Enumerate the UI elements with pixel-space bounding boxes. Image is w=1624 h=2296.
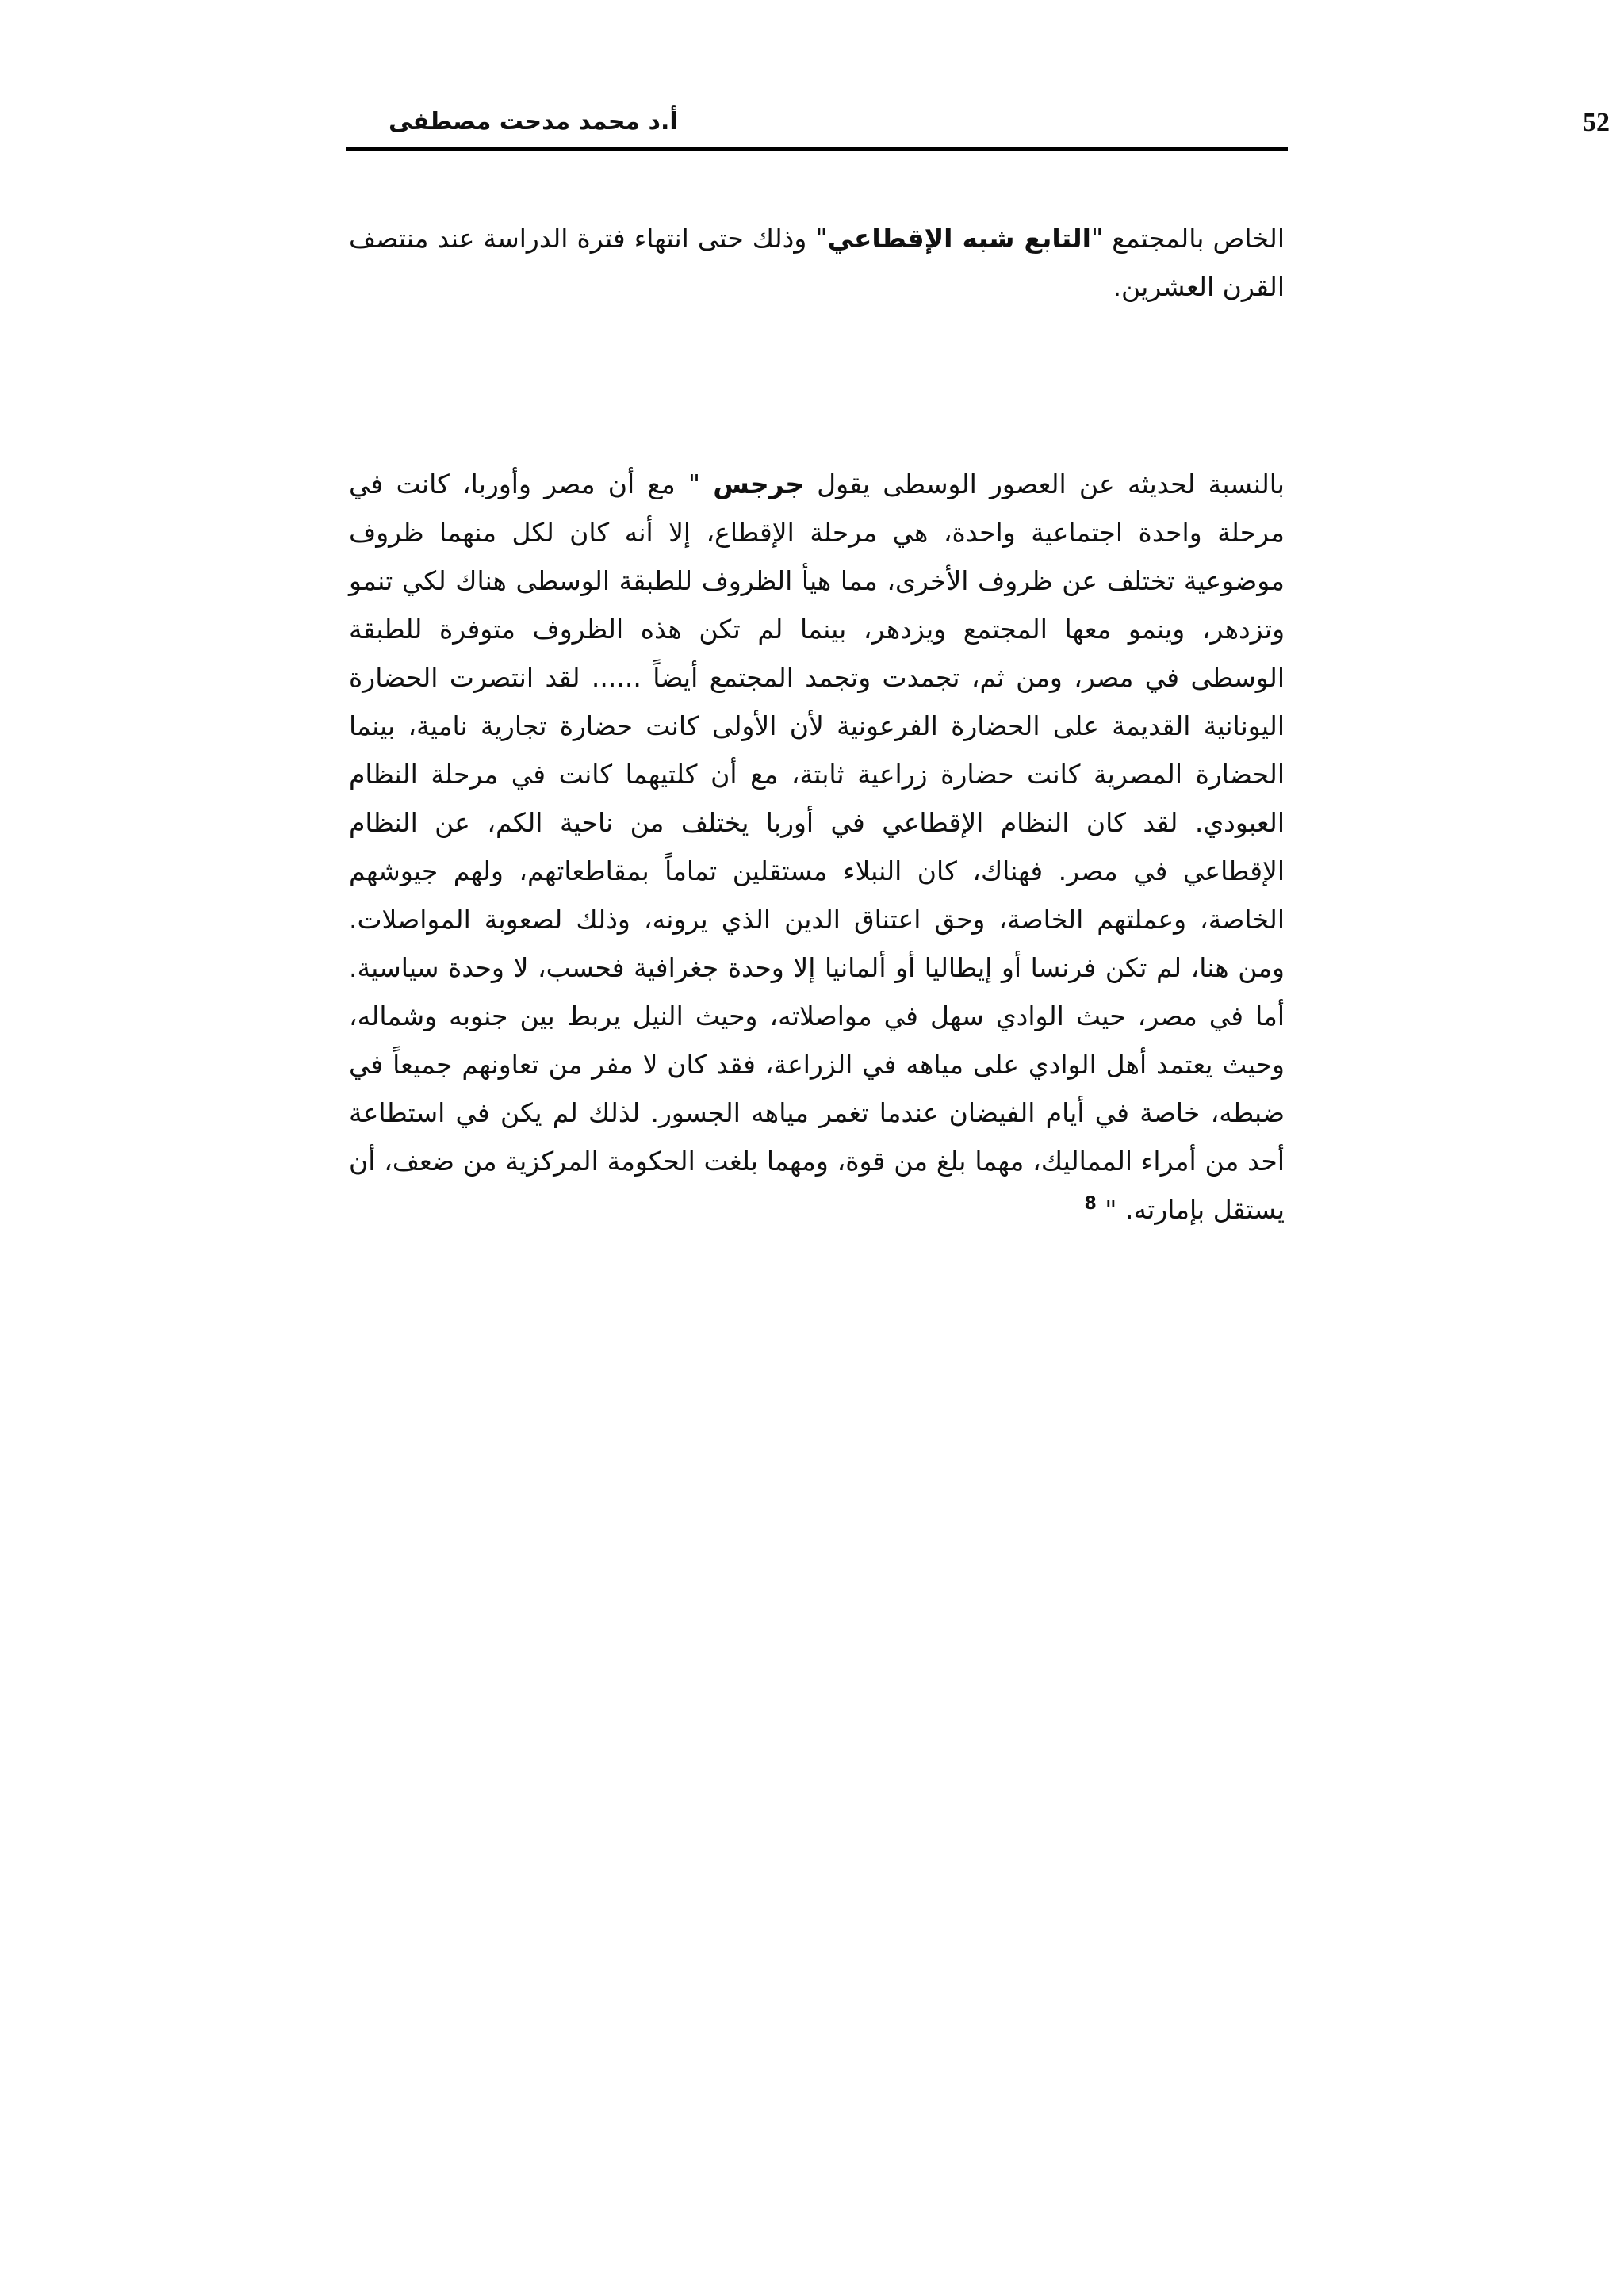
header-divider <box>346 147 1288 151</box>
paragraph-1-lead: الخاص بالمجتمع " <box>1090 223 1285 254</box>
running-header <box>346 98 1610 146</box>
page-number: 52 <box>1583 108 1610 137</box>
paragraph-continuation <box>349 214 1285 311</box>
paragraph-2-emphasis: جرجس <box>713 469 804 499</box>
running-title-author: أ.د محمد مدحت مصطفى <box>389 108 678 136</box>
paragraph-2-rest: " مع أن مصر وأوربا، كانت في مرحلة واحدة اجتماعية واحدة، هي مرحلة الإقطاع، إلا أنه كان لكل منهما ظروف موضوعية تختلف عن ظروف الأخرى، مما هيأ الظروف للطبقة الوسطى هناك لكي تنمو وتزدهر، وينمو معها المجتمع ويزدهر، بينما لم تكن هذه الظروف متوفرة للطبقة الوسطى في مصر، ومن ثم، تجمدت وتجمد المجتمع أيضاً ...... لقد انتصرت الحضارة اليونانية القديمة على الحضارة الفرعونية لأن الأولى كانت حضارة تجارية نامية، بينما الحضارة المصرية كانت حضارة زراعية ثابتة، مع أن كلتيهما كانت في مرحلة النظام العبودي. لقد كان النظام الإقطاعي في أوربا يختلف من ناحية الكم، عن النظام الإقطاعي في مصر. فهناك، كان النبلاء مستقلين تماماً بمقاطعاتهم، ولهم جيوشهم الخاصة، وعملتهم الخاصة، وحق اعتناق الدين الذي يرونه، وذلك لصعوبة المواصلات. ومن هنا، لم تكن فرنسا أو إيطاليا أو ألمانيا إلا وحدة جغرافية فحسب، لا وحدة سياسية. أما في مصر، حيث الوادي سهل في مواصلاته، وحيث النيل يربط بين جنوبه وشماله، وحيث يعتمد أهل الوادي على مياهه في الزراعة، فقد كان لا مفر من تعاونهم جميعاً في ضبطه، خاصة في أيام الفيضان عندما تغمر مياهه الجسور. لذلك لم يكن في استطاعة أحد من أمراء المماليك، مهما بلغ من قوة، ومهما بلغت الحكومة المركزية من ضعف، أن يستقل بإمارته. " <box>349 469 1285 1225</box>
footnote-reference[interactable]: 8 <box>1084 1194 1097 1214</box>
paragraph-1-emphasis: التابع شبه الإقطاعي <box>827 223 1091 254</box>
paragraph-quotation <box>349 460 1285 1234</box>
paragraph-1-rest: " وذلك حتى انتهاء فترة الدراسة عند منتصف القرن العشرين. <box>349 223 1285 302</box>
paragraph-2-lead: بالنسبة لحديثه عن العصور الوسطى يقول <box>803 469 1285 499</box>
